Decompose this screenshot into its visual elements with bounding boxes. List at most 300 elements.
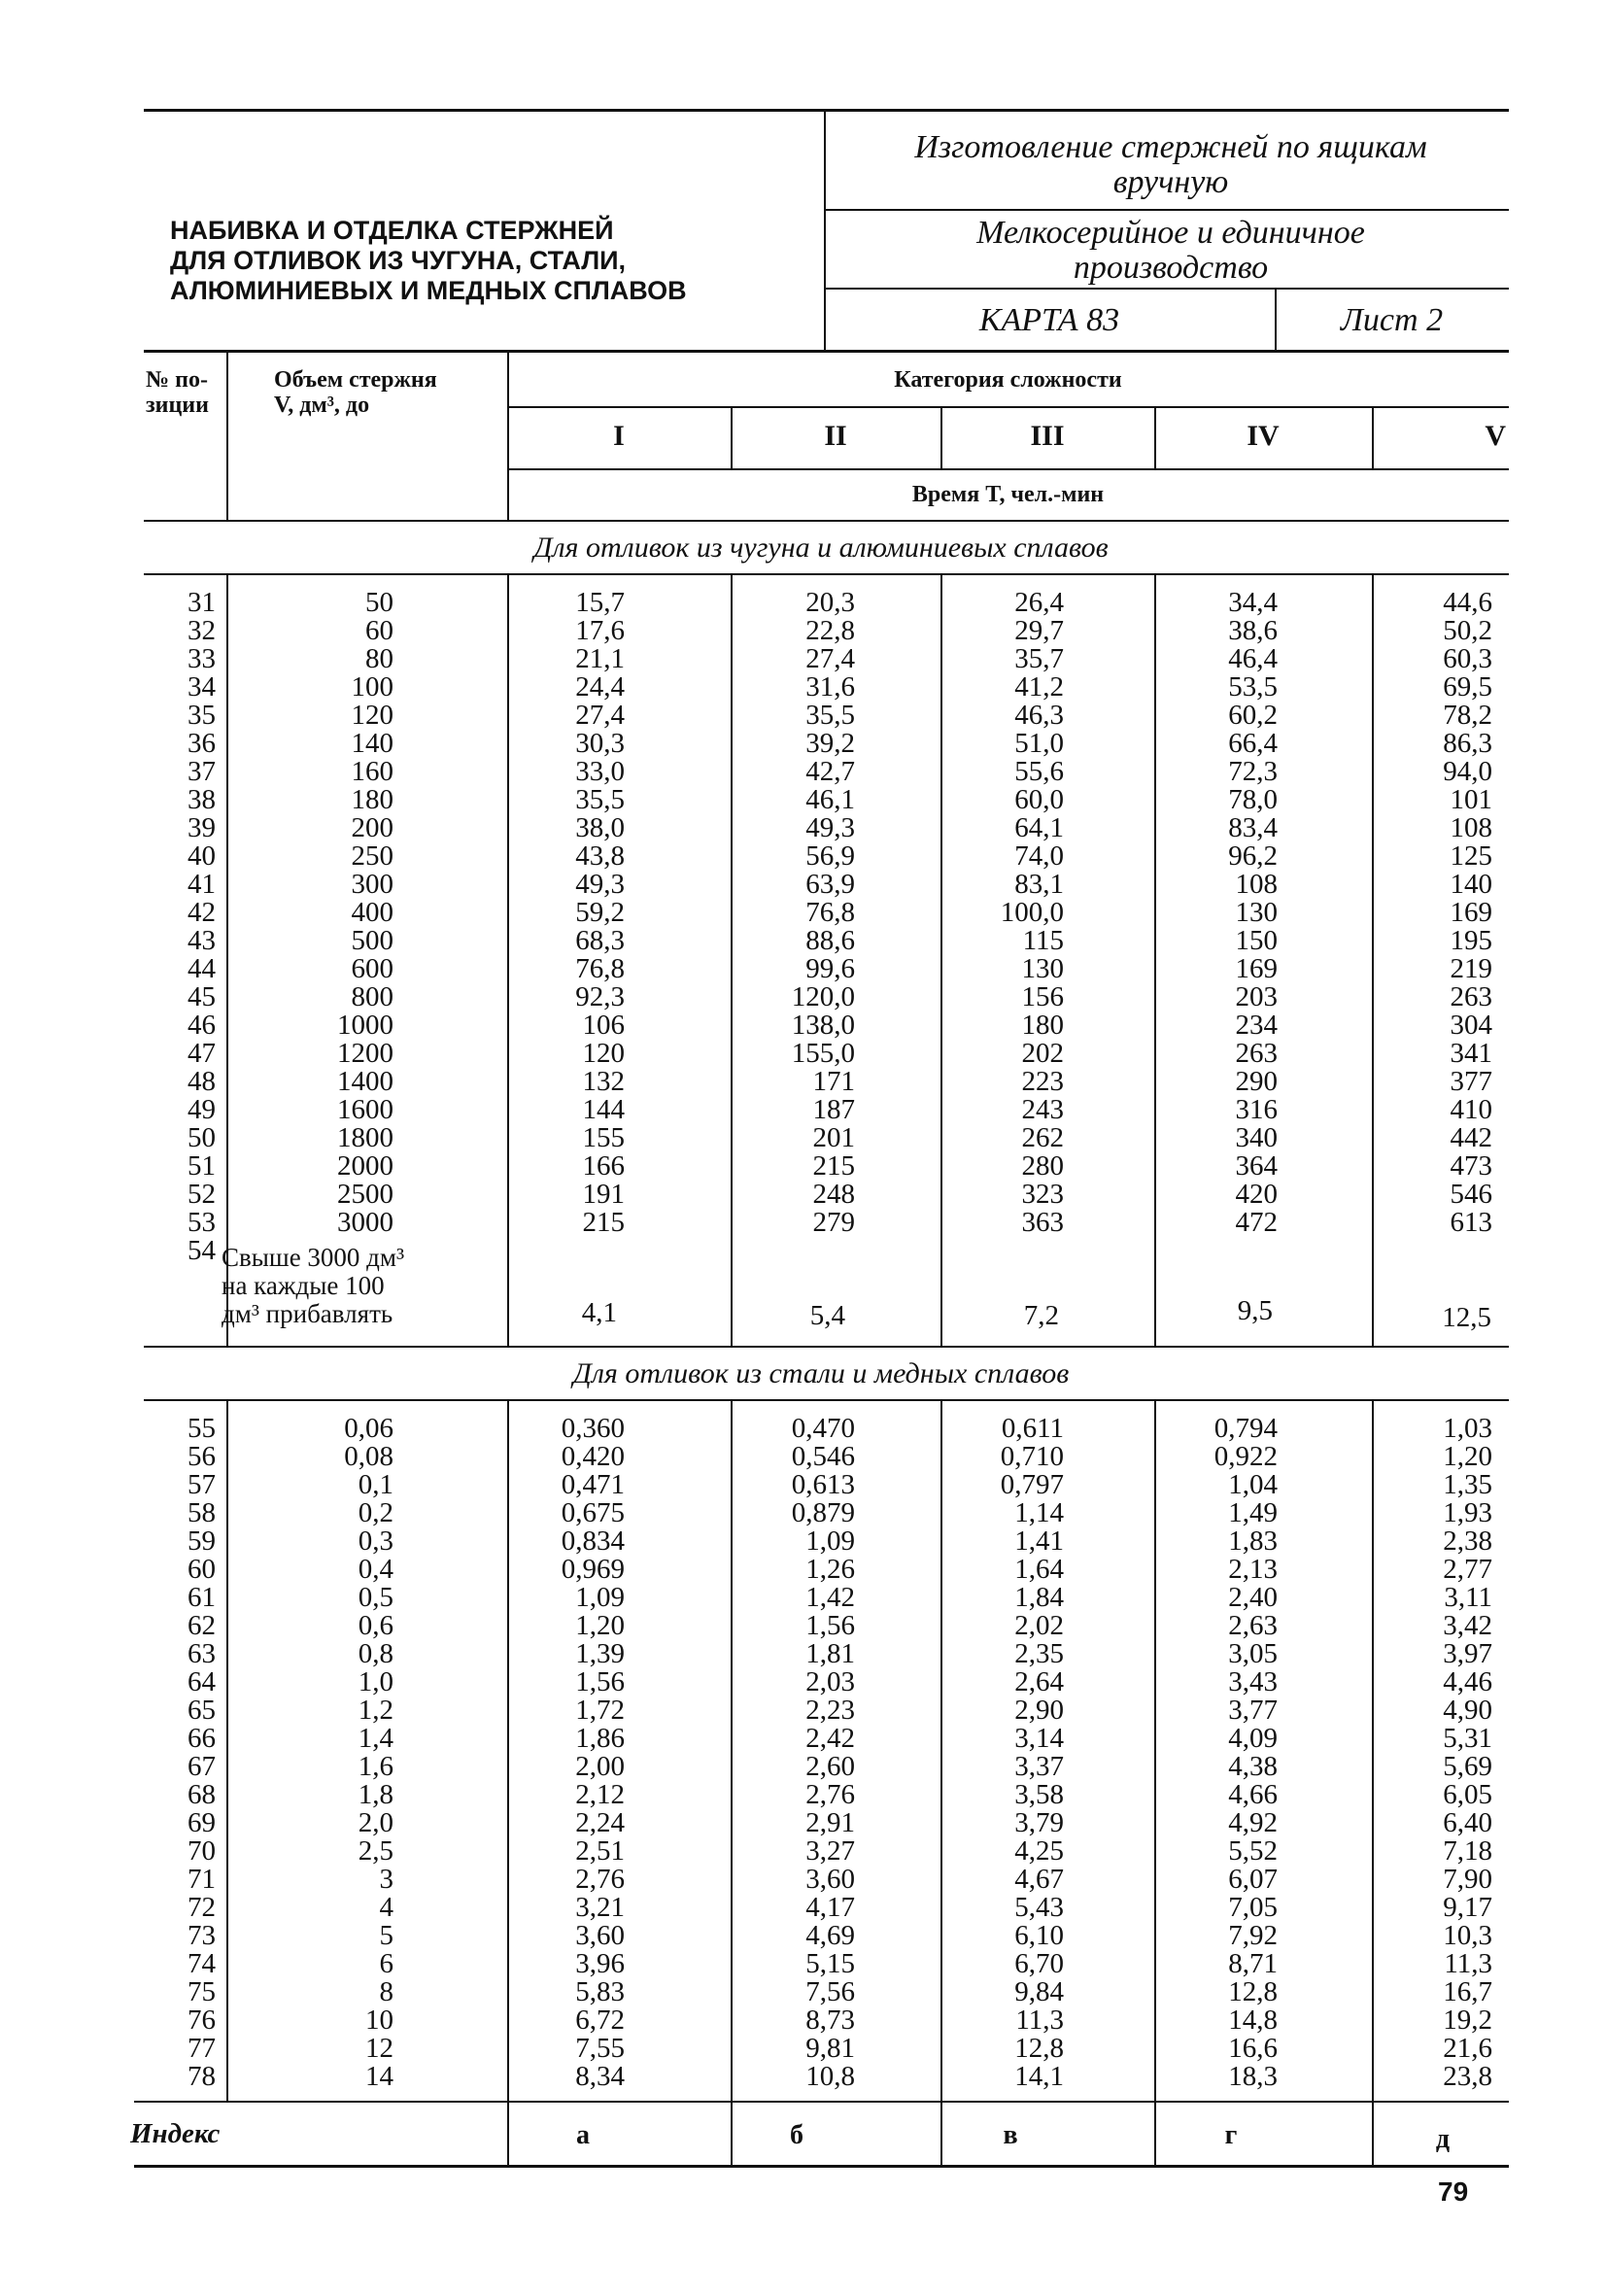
table-cell: 473 — [1450, 1150, 1492, 1182]
table-cell: 4,09 — [1228, 1723, 1278, 1754]
table-cell: 132 — [582, 1066, 625, 1097]
table-cell: 0,2 — [358, 1497, 393, 1528]
table-cell: 180 — [351, 784, 393, 815]
table-cell: 4,67 — [1014, 1864, 1064, 1895]
table-cell: 3,43 — [1228, 1666, 1278, 1697]
table-cell: 34,4 — [1228, 587, 1278, 618]
table-cell: 0,969 — [561, 1554, 625, 1585]
table-cell: 46,3 — [1014, 700, 1064, 731]
s2-vl-vol — [507, 1399, 509, 2101]
table-cell: 219 — [1450, 953, 1492, 984]
table-cell: 62 — [188, 1610, 216, 1641]
rule-index-top — [134, 2101, 1509, 2103]
table-cell: 144 — [582, 1094, 625, 1125]
table-cell: 0,6 — [358, 1610, 393, 1641]
table-cell: 49,3 — [575, 869, 625, 900]
table-cell: 83,4 — [1228, 812, 1278, 843]
table-cell: 16,7 — [1443, 1976, 1492, 2007]
table-cell: 3,21 — [575, 1892, 625, 1923]
table-cell: 86,3 — [1443, 728, 1492, 759]
s2-col-2 — [738, 1415, 855, 2091]
category-header: Категория сложности — [894, 367, 1122, 393]
table-cell: 64,1 — [1014, 812, 1064, 843]
table-cell: 12 — [365, 2033, 393, 2064]
table-cell: 27,4 — [575, 700, 625, 731]
section1-title: Для отливок из чугуна и алюминиевых сплавов — [533, 531, 1109, 564]
table-cell: 1,2 — [358, 1695, 393, 1726]
table-cell: 56,9 — [805, 840, 855, 872]
table-cell: 76,8 — [575, 953, 625, 984]
table-cell: 12,8 — [1228, 1976, 1278, 2007]
table-cell: 377 — [1450, 1066, 1492, 1097]
table-cell: 600 — [351, 953, 393, 984]
table-cell: 0,08 — [344, 1441, 393, 1472]
table-cell: 32 — [188, 615, 216, 646]
s1-col-4 — [1161, 589, 1278, 1237]
s1-col-5 — [1380, 589, 1492, 1237]
table-cell: 140 — [351, 728, 393, 759]
table-cell: 250 — [351, 840, 393, 872]
s1-add-1: 4,1 — [581, 1297, 617, 1328]
rule-cat — [507, 406, 1509, 408]
table-cell: 2,90 — [1014, 1695, 1064, 1726]
s2-vl-c34 — [1154, 1399, 1156, 2101]
table-cell: 0,420 — [561, 1441, 625, 1472]
table-cell: 5,15 — [805, 1948, 855, 1979]
table-cell: 100 — [351, 671, 393, 703]
volume-header-line: V, дм³, до — [274, 393, 370, 418]
table-cell: 48 — [188, 1066, 216, 1097]
table-cell: 195 — [1450, 925, 1492, 956]
table-cell: 72 — [188, 1892, 216, 1923]
table-cell: 52 — [188, 1179, 216, 1210]
table-cell: 1,39 — [575, 1638, 625, 1669]
table-cell: 200 — [351, 812, 393, 843]
table-cell: 3,60 — [805, 1864, 855, 1895]
index-4: г — [1224, 2120, 1238, 2150]
table-cell: 18,3 — [1228, 2061, 1278, 2092]
table-cell: 2,24 — [575, 1807, 625, 1838]
s1-vl-c34 — [1154, 573, 1156, 1346]
table-cell: 61 — [188, 1582, 216, 1613]
table-cell: 0,879 — [791, 1497, 855, 1528]
rule-head-bottom — [144, 520, 1509, 522]
table-cell: 37 — [188, 756, 216, 787]
table-cell: 2500 — [337, 1179, 393, 1210]
table-cell: 3 — [379, 1864, 393, 1895]
table-cell: 2000 — [337, 1150, 393, 1182]
table-cell: 1000 — [337, 1010, 393, 1041]
table-cell: 60,3 — [1443, 643, 1492, 674]
table-cell: 341 — [1450, 1038, 1492, 1069]
table-cell: 279 — [812, 1207, 855, 1238]
note-line: Свыше 3000 дм³ — [222, 1243, 405, 1272]
table-cell: 14 — [365, 2061, 393, 2092]
table-cell: 67 — [188, 1751, 216, 1782]
s2-col-3 — [947, 1415, 1064, 2091]
operation-line: Изготовление стержней по ящикам — [914, 129, 1427, 165]
table-cell: 290 — [1235, 1066, 1278, 1097]
table-cell: 5,83 — [575, 1976, 625, 2007]
table-cell: 1,8 — [358, 1779, 393, 1810]
table-cell: 12,8 — [1014, 2033, 1064, 2064]
category-2: II — [824, 420, 847, 452]
table-cell: 155 — [582, 1122, 625, 1153]
table-cell: 66 — [188, 1723, 216, 1754]
table-cell: 43,8 — [575, 840, 625, 872]
s2-vl-c12 — [731, 1399, 733, 2101]
production-line: производство — [1073, 250, 1269, 286]
table-cell: 3,97 — [1443, 1638, 1492, 1669]
table-cell: 6,10 — [1014, 1920, 1064, 1951]
table-cell: 1,20 — [575, 1610, 625, 1641]
table-cell: 60 — [365, 615, 393, 646]
table-cell: 2,0 — [358, 1807, 393, 1838]
table-cell: 180 — [1021, 1010, 1064, 1041]
table-cell: 3,58 — [1014, 1779, 1064, 1810]
table-cell: 41 — [188, 869, 216, 900]
s1-add-5: 12,5 — [1442, 1302, 1491, 1333]
s1-vl-c23 — [940, 573, 942, 1346]
s1-vl-pos — [226, 573, 228, 1346]
index-label: Индекс — [130, 2118, 221, 2149]
table-cell: 442 — [1450, 1122, 1492, 1153]
table-cell: 38,0 — [575, 812, 625, 843]
table-cell: 30,3 — [575, 728, 625, 759]
table-cell: 8,71 — [1228, 1948, 1278, 1979]
table-cell: 2,12 — [575, 1779, 625, 1810]
table-cell: 5,52 — [1228, 1835, 1278, 1867]
table-cell: 0,360 — [561, 1413, 625, 1444]
rule-top — [144, 109, 1509, 112]
title-line: НАБИВКА И ОТДЕЛКА СТЕРЖНЕЙ — [170, 216, 614, 245]
vl-c45 — [1372, 406, 1374, 468]
card-number: КАРТА 83 — [978, 302, 1120, 338]
table-cell: 36 — [188, 728, 216, 759]
table-cell: 50 — [188, 1122, 216, 1153]
table-cell: 7,55 — [575, 2033, 625, 2064]
table-cell: 76,8 — [805, 897, 855, 928]
rule-section2 — [144, 1399, 1509, 1401]
table-cell: 0,710 — [1000, 1441, 1064, 1472]
table-cell: 42 — [188, 897, 216, 928]
table-cell: 0,4 — [358, 1554, 393, 1585]
table-cell: 191 — [582, 1179, 625, 1210]
table-cell: 8 — [379, 1976, 393, 2007]
table-cell: 2,02 — [1014, 1610, 1064, 1641]
table-cell: 1,72 — [575, 1695, 625, 1726]
table-cell: 4,25 — [1014, 1835, 1064, 1867]
table-cell: 11,3 — [1444, 1948, 1492, 1979]
s1-positions — [146, 589, 216, 1265]
s1-add-4: 9,5 — [1237, 1295, 1273, 1326]
table-cell: 280 — [1021, 1150, 1064, 1182]
s1-col-3 — [947, 589, 1064, 1237]
table-cell: 130 — [1021, 953, 1064, 984]
s1-vl-c12 — [731, 573, 733, 1346]
table-cell: 54 — [188, 1235, 216, 1266]
s1-vl-vol — [507, 573, 509, 1346]
title-line: АЛЮМИНИЕВЫХ И МЕДНЫХ СПЛАВОВ — [170, 276, 687, 305]
table-cell: 39 — [188, 812, 216, 843]
table-cell: 120 — [582, 1038, 625, 1069]
table-cell: 2,5 — [358, 1835, 393, 1867]
rule-bottom — [134, 2165, 1509, 2168]
table-cell: 2,35 — [1014, 1638, 1064, 1669]
table-cell: 60,0 — [1014, 784, 1064, 815]
table-cell: 263 — [1235, 1038, 1278, 1069]
table-cell: 4,46 — [1443, 1666, 1492, 1697]
table-cell: 21,6 — [1443, 2033, 1492, 2064]
category-5: V — [1485, 420, 1506, 452]
table-cell: 66,4 — [1228, 728, 1278, 759]
table-cell: 41,2 — [1014, 671, 1064, 703]
table-cell: 472 — [1235, 1207, 1278, 1238]
table-cell: 73 — [188, 1920, 216, 1951]
vl-pos — [226, 350, 228, 520]
table-cell: 1,84 — [1014, 1582, 1064, 1613]
table-cell: 27,4 — [805, 643, 855, 674]
table-cell: 5 — [379, 1920, 393, 1951]
table-cell: 35,5 — [805, 700, 855, 731]
table-cell: 500 — [351, 925, 393, 956]
table-cell: 202 — [1021, 1038, 1064, 1069]
table-cell: 0,794 — [1213, 1413, 1278, 1444]
s1-volumes — [233, 589, 393, 1237]
table-cell: 43 — [188, 925, 216, 956]
table-cell: 76 — [188, 2005, 216, 2036]
table-cell: 155,0 — [791, 1038, 855, 1069]
table-cell: 9,17 — [1443, 1892, 1492, 1923]
table-cell: 10,3 — [1443, 1920, 1492, 1951]
table-cell: 4,66 — [1228, 1779, 1278, 1810]
table-cell: 3,60 — [575, 1920, 625, 1951]
table-cell: 38,6 — [1228, 615, 1278, 646]
s2-positions — [146, 1415, 216, 2091]
table-cell: 57 — [188, 1469, 216, 1500]
table-cell: 400 — [351, 897, 393, 928]
table-cell: 71 — [188, 1864, 216, 1895]
table-cell: 203 — [1235, 981, 1278, 1012]
table-cell: 4,92 — [1228, 1807, 1278, 1838]
table-cell: 8,73 — [805, 2005, 855, 2036]
table-cell: 3,05 — [1228, 1638, 1278, 1669]
table-cell: 2,51 — [575, 1835, 625, 1867]
table-cell: 1,64 — [1014, 1554, 1064, 1585]
table-cell: 8,34 — [575, 2061, 625, 2092]
table-cell: 5,31 — [1443, 1723, 1492, 1754]
table-cell: 51,0 — [1014, 728, 1064, 759]
table-cell: 223 — [1021, 1066, 1064, 1097]
table-cell: 138,0 — [791, 1010, 855, 1041]
table-cell: 140 — [1450, 869, 1492, 900]
table-cell: 74 — [188, 1948, 216, 1979]
table-cell: 108 — [1235, 869, 1278, 900]
section2-title: Для отливок из стали и медных сплавов — [572, 1357, 1070, 1389]
table-cell: 1,83 — [1228, 1525, 1278, 1557]
table-cell: 4,38 — [1228, 1751, 1278, 1782]
table-cell: 613 — [1450, 1207, 1492, 1238]
table-cell: 60,2 — [1228, 700, 1278, 731]
table-cell: 17,6 — [575, 615, 625, 646]
table-cell: 11,3 — [1015, 2005, 1064, 2036]
table-cell: 24,4 — [575, 671, 625, 703]
table-cell: 1,4 — [358, 1723, 393, 1754]
table-cell: 10,8 — [805, 2061, 855, 2092]
table-cell: 10 — [365, 2005, 393, 2036]
table-cell: 7,92 — [1228, 1920, 1278, 1951]
table-cell: 120,0 — [791, 981, 855, 1012]
volume-header — [274, 367, 502, 418]
table-cell: 44 — [188, 953, 216, 984]
table-cell: 15,7 — [575, 587, 625, 618]
table-cell: 0,797 — [1000, 1469, 1064, 1500]
table-cell: 29,7 — [1014, 615, 1064, 646]
title-line: ДЛЯ ОТЛИВОК ИЗ ЧУГУНА, СТАЛИ, — [170, 246, 627, 275]
table-cell: 40 — [188, 840, 216, 872]
table-cell: 101 — [1450, 784, 1492, 815]
table-cell: 2,77 — [1443, 1554, 1492, 1585]
table-cell: 364 — [1235, 1150, 1278, 1182]
table-cell: 6,07 — [1228, 1864, 1278, 1895]
table-cell: 1,0 — [358, 1666, 393, 1697]
table-cell: 45 — [188, 981, 216, 1012]
table-cell: 248 — [812, 1179, 855, 1210]
table-cell: 92,3 — [575, 981, 625, 1012]
operation-name — [836, 130, 1506, 200]
table-cell: 38 — [188, 784, 216, 815]
table-cell: 300 — [351, 869, 393, 900]
table-cell: 4,69 — [805, 1920, 855, 1951]
table-cell: 35,7 — [1014, 643, 1064, 674]
table-cell: 35,5 — [575, 784, 625, 815]
table-cell: 50 — [365, 587, 393, 618]
table-cell: 55 — [188, 1413, 216, 1444]
table-cell: 2,23 — [805, 1695, 855, 1726]
table-cell: 169 — [1450, 897, 1492, 928]
table-cell: 46,1 — [805, 784, 855, 815]
table-cell: 201 — [812, 1122, 855, 1153]
table-cell: 14,1 — [1014, 2061, 1064, 2092]
table-cell: 46,4 — [1228, 643, 1278, 674]
table-cell: 0,06 — [344, 1413, 393, 1444]
category-4: IV — [1247, 420, 1280, 452]
pos-header-line: № по- — [146, 367, 208, 393]
table-cell: 156 — [1021, 981, 1064, 1012]
page-number: 79 — [1438, 2176, 1469, 2207]
idx-vl-c34 — [1154, 2101, 1156, 2165]
table-cell: 2,64 — [1014, 1666, 1064, 1697]
table-cell: 410 — [1450, 1094, 1492, 1125]
table-cell: 65 — [188, 1695, 216, 1726]
table-cell: 215 — [812, 1150, 855, 1182]
table-cell: 7,18 — [1443, 1835, 1492, 1867]
table-cell: 115 — [1022, 925, 1064, 956]
table-cell: 420 — [1235, 1179, 1278, 1210]
table-cell: 0,834 — [561, 1525, 625, 1557]
table-cell: 74,0 — [1014, 840, 1064, 872]
table-cell: 187 — [812, 1094, 855, 1125]
table-cell: 6,40 — [1443, 1807, 1492, 1838]
table-cell: 1200 — [337, 1038, 393, 1069]
time-header: Время T, чел.-мин — [911, 482, 1105, 507]
table-cell: 75 — [188, 1976, 216, 2007]
idx-vl-c23 — [940, 2101, 942, 2165]
table-cell: 2,76 — [575, 1864, 625, 1895]
production-type — [836, 216, 1506, 286]
table-cell: 0,546 — [791, 1441, 855, 1472]
idx-vl-c45 — [1372, 2101, 1374, 2165]
s2-vl-c23 — [940, 1399, 942, 2101]
table-cell: 166 — [582, 1150, 625, 1182]
table-cell: 21,1 — [575, 643, 625, 674]
table-cell: 1,93 — [1443, 1497, 1492, 1528]
table-cell: 546 — [1450, 1179, 1492, 1210]
table-cell: 19,2 — [1443, 2005, 1492, 2036]
table-cell: 304 — [1450, 1010, 1492, 1041]
table-cell: 33,0 — [575, 756, 625, 787]
table-cell: 53 — [188, 1207, 216, 1238]
table-cell: 6,05 — [1443, 1779, 1492, 1810]
table-cell: 53,5 — [1228, 671, 1278, 703]
table-cell: 7,90 — [1443, 1864, 1492, 1895]
table-cell: 0,922 — [1213, 1441, 1278, 1472]
table-cell: 4 — [379, 1892, 393, 1923]
table-cell: 340 — [1235, 1122, 1278, 1153]
table-cell: 1,09 — [575, 1582, 625, 1613]
pos-header-line: зиции — [146, 393, 209, 418]
table-cell: 63,9 — [805, 869, 855, 900]
table-cell: 14,8 — [1228, 2005, 1278, 2036]
rule-section1 — [144, 573, 1509, 575]
note-line: на каждые 100 — [222, 1271, 385, 1300]
table-cell: 234 — [1235, 1010, 1278, 1041]
index-5: д — [1435, 2124, 1451, 2154]
table-cell: 4,17 — [805, 1892, 855, 1923]
index-1: а — [576, 2120, 590, 2150]
table-cell: 51 — [188, 1150, 216, 1182]
table-cell: 2,91 — [805, 1807, 855, 1838]
table-cell: 33 — [188, 643, 216, 674]
table-cell: 70 — [188, 1835, 216, 1867]
category-3: III — [1030, 420, 1065, 452]
table-cell: 2,00 — [575, 1751, 625, 1782]
idx-vl-vol — [507, 2101, 509, 2165]
s1-col-2 — [738, 589, 855, 1237]
table-cell: 169 — [1235, 953, 1278, 984]
table-cell: 2,38 — [1443, 1525, 1492, 1557]
table-cell: 1,35 — [1443, 1469, 1492, 1500]
table-cell: 20,3 — [805, 587, 855, 618]
table-cell: 68,3 — [575, 925, 625, 956]
table-cell: 1,81 — [805, 1638, 855, 1669]
table-cell: 49 — [188, 1094, 216, 1125]
table-cell: 0,675 — [561, 1497, 625, 1528]
table-cell: 2,76 — [805, 1779, 855, 1810]
table-cell: 49,3 — [805, 812, 855, 843]
table-cell: 6,70 — [1014, 1948, 1064, 1979]
s1-vl-c45 — [1372, 573, 1374, 1346]
table-cell: 1,86 — [575, 1723, 625, 1754]
table-cell: 1,56 — [805, 1610, 855, 1641]
table-cell: 0,1 — [358, 1469, 393, 1500]
table-cell: 1,04 — [1228, 1469, 1278, 1500]
table-cell: 1400 — [337, 1066, 393, 1097]
table-cell: 34 — [188, 671, 216, 703]
table-cell: 0,8 — [358, 1638, 393, 1669]
table-cell: 2,60 — [805, 1751, 855, 1782]
table-cell: 96,2 — [1228, 840, 1278, 872]
